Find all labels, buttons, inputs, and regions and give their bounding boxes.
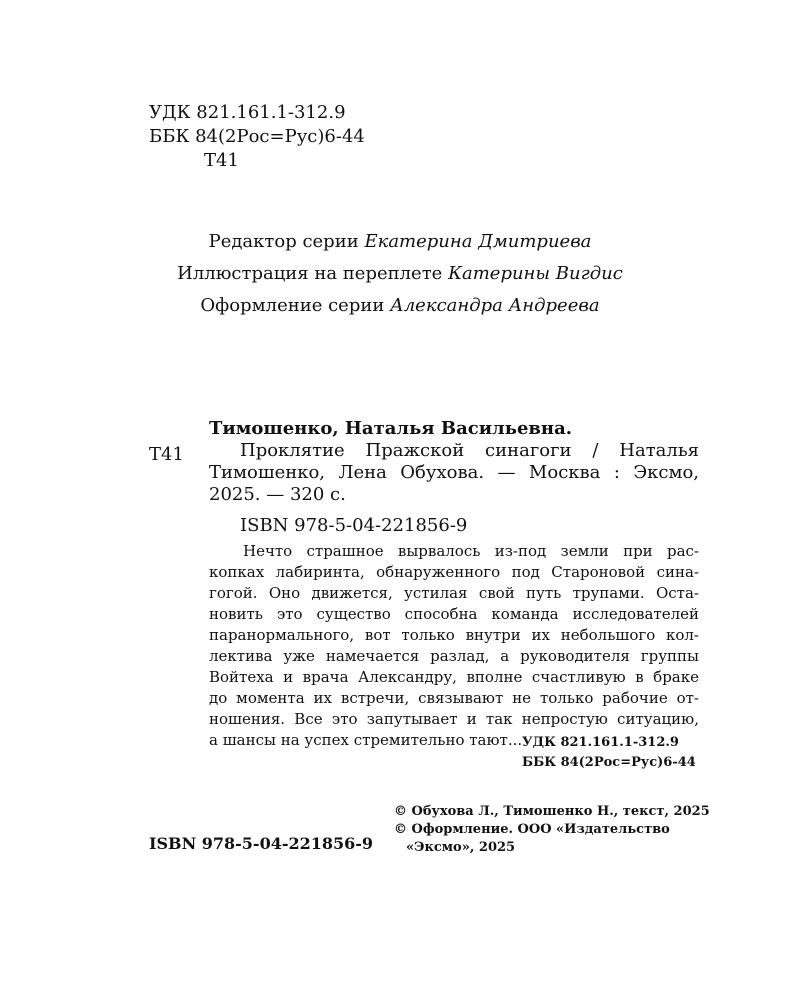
cover-illustration-label: Иллюстрация на переплете bbox=[177, 263, 443, 284]
annotation-line: а шансы на успех стремительно тают... bbox=[209, 731, 523, 749]
copyright-line: © Обухова Л., Тимошенко Н., текст, 2025 bbox=[394, 804, 710, 819]
series-design-credit bbox=[0, 295, 800, 317]
annotation-line: паранормального, вот только внутри их небольшого кол- bbox=[209, 626, 699, 644]
copyright-line: © Оформление. ООО «Издательство bbox=[394, 822, 670, 837]
description-line: Тимошенко, Лена Обухова. — Москва : Эксмо, bbox=[209, 462, 699, 483]
series-design-label: Оформление серии bbox=[200, 295, 385, 316]
series-editor-name: Екатерина Дмитриева bbox=[364, 231, 592, 252]
description-line: Проклятие Пражской синагоги / Наталья bbox=[240, 440, 699, 461]
annotation bbox=[209, 541, 699, 751]
annotation-line: лектива уже намечается разлад, а руководителя группы bbox=[209, 647, 699, 665]
catalog-description bbox=[209, 440, 699, 506]
description-line: 2025. — 320 с. bbox=[209, 484, 346, 505]
author-mark: Т41 bbox=[204, 150, 239, 171]
annotation-line: гогой. Оно движется, устилая свой путь трупами. Оста- bbox=[209, 584, 699, 602]
series-editor-label: Редактор серии bbox=[208, 231, 359, 252]
cover-illustration-name: Катерины Вигдис bbox=[448, 263, 623, 284]
bbk-code-footer: ББК 84(2Рос=Рус)6-44 bbox=[522, 755, 696, 770]
annotation-line: Войтеха и врача Александру, вполне счастливую в браке bbox=[209, 668, 699, 686]
catalog-isbn: ISBN 978-5-04-221856-9 bbox=[240, 515, 468, 536]
bbk-code: ББК 84(2Рос=Рус)6-44 bbox=[149, 126, 365, 147]
annotation-line: копках лабиринта, обнаруженного под Староновой сина- bbox=[209, 563, 699, 581]
annotation-line: Нечто страшное вырвалось из-под земли при рас- bbox=[243, 542, 699, 560]
isbn-footer: ISBN 978-5-04-221856-9 bbox=[149, 834, 374, 853]
copyright-line: «Эксмо», 2025 bbox=[406, 840, 516, 855]
classification-codes-footer bbox=[522, 733, 696, 773]
udk-code-footer: УДК 821.161.1-312.9 bbox=[522, 735, 679, 750]
series-editor-credit bbox=[0, 231, 800, 253]
catalog-author-mark: Т41 bbox=[149, 444, 184, 465]
udk-code: УДК 821.161.1-312.9 bbox=[149, 102, 346, 123]
series-design-name: Александра Андреева bbox=[390, 295, 600, 316]
annotation-line: ношения. Все это запутывает и так непростую ситуацию, bbox=[209, 710, 699, 728]
annotation-line: новить это существо способна команда исследователей bbox=[209, 605, 699, 623]
copyright-block bbox=[394, 803, 710, 857]
cover-illustration-credit bbox=[0, 263, 800, 285]
catalog-author-heading: Тимошенко, Наталья Васильевна. bbox=[209, 418, 573, 439]
annotation-line: до момента их встречи, связывают не только рабочие от- bbox=[209, 689, 699, 707]
